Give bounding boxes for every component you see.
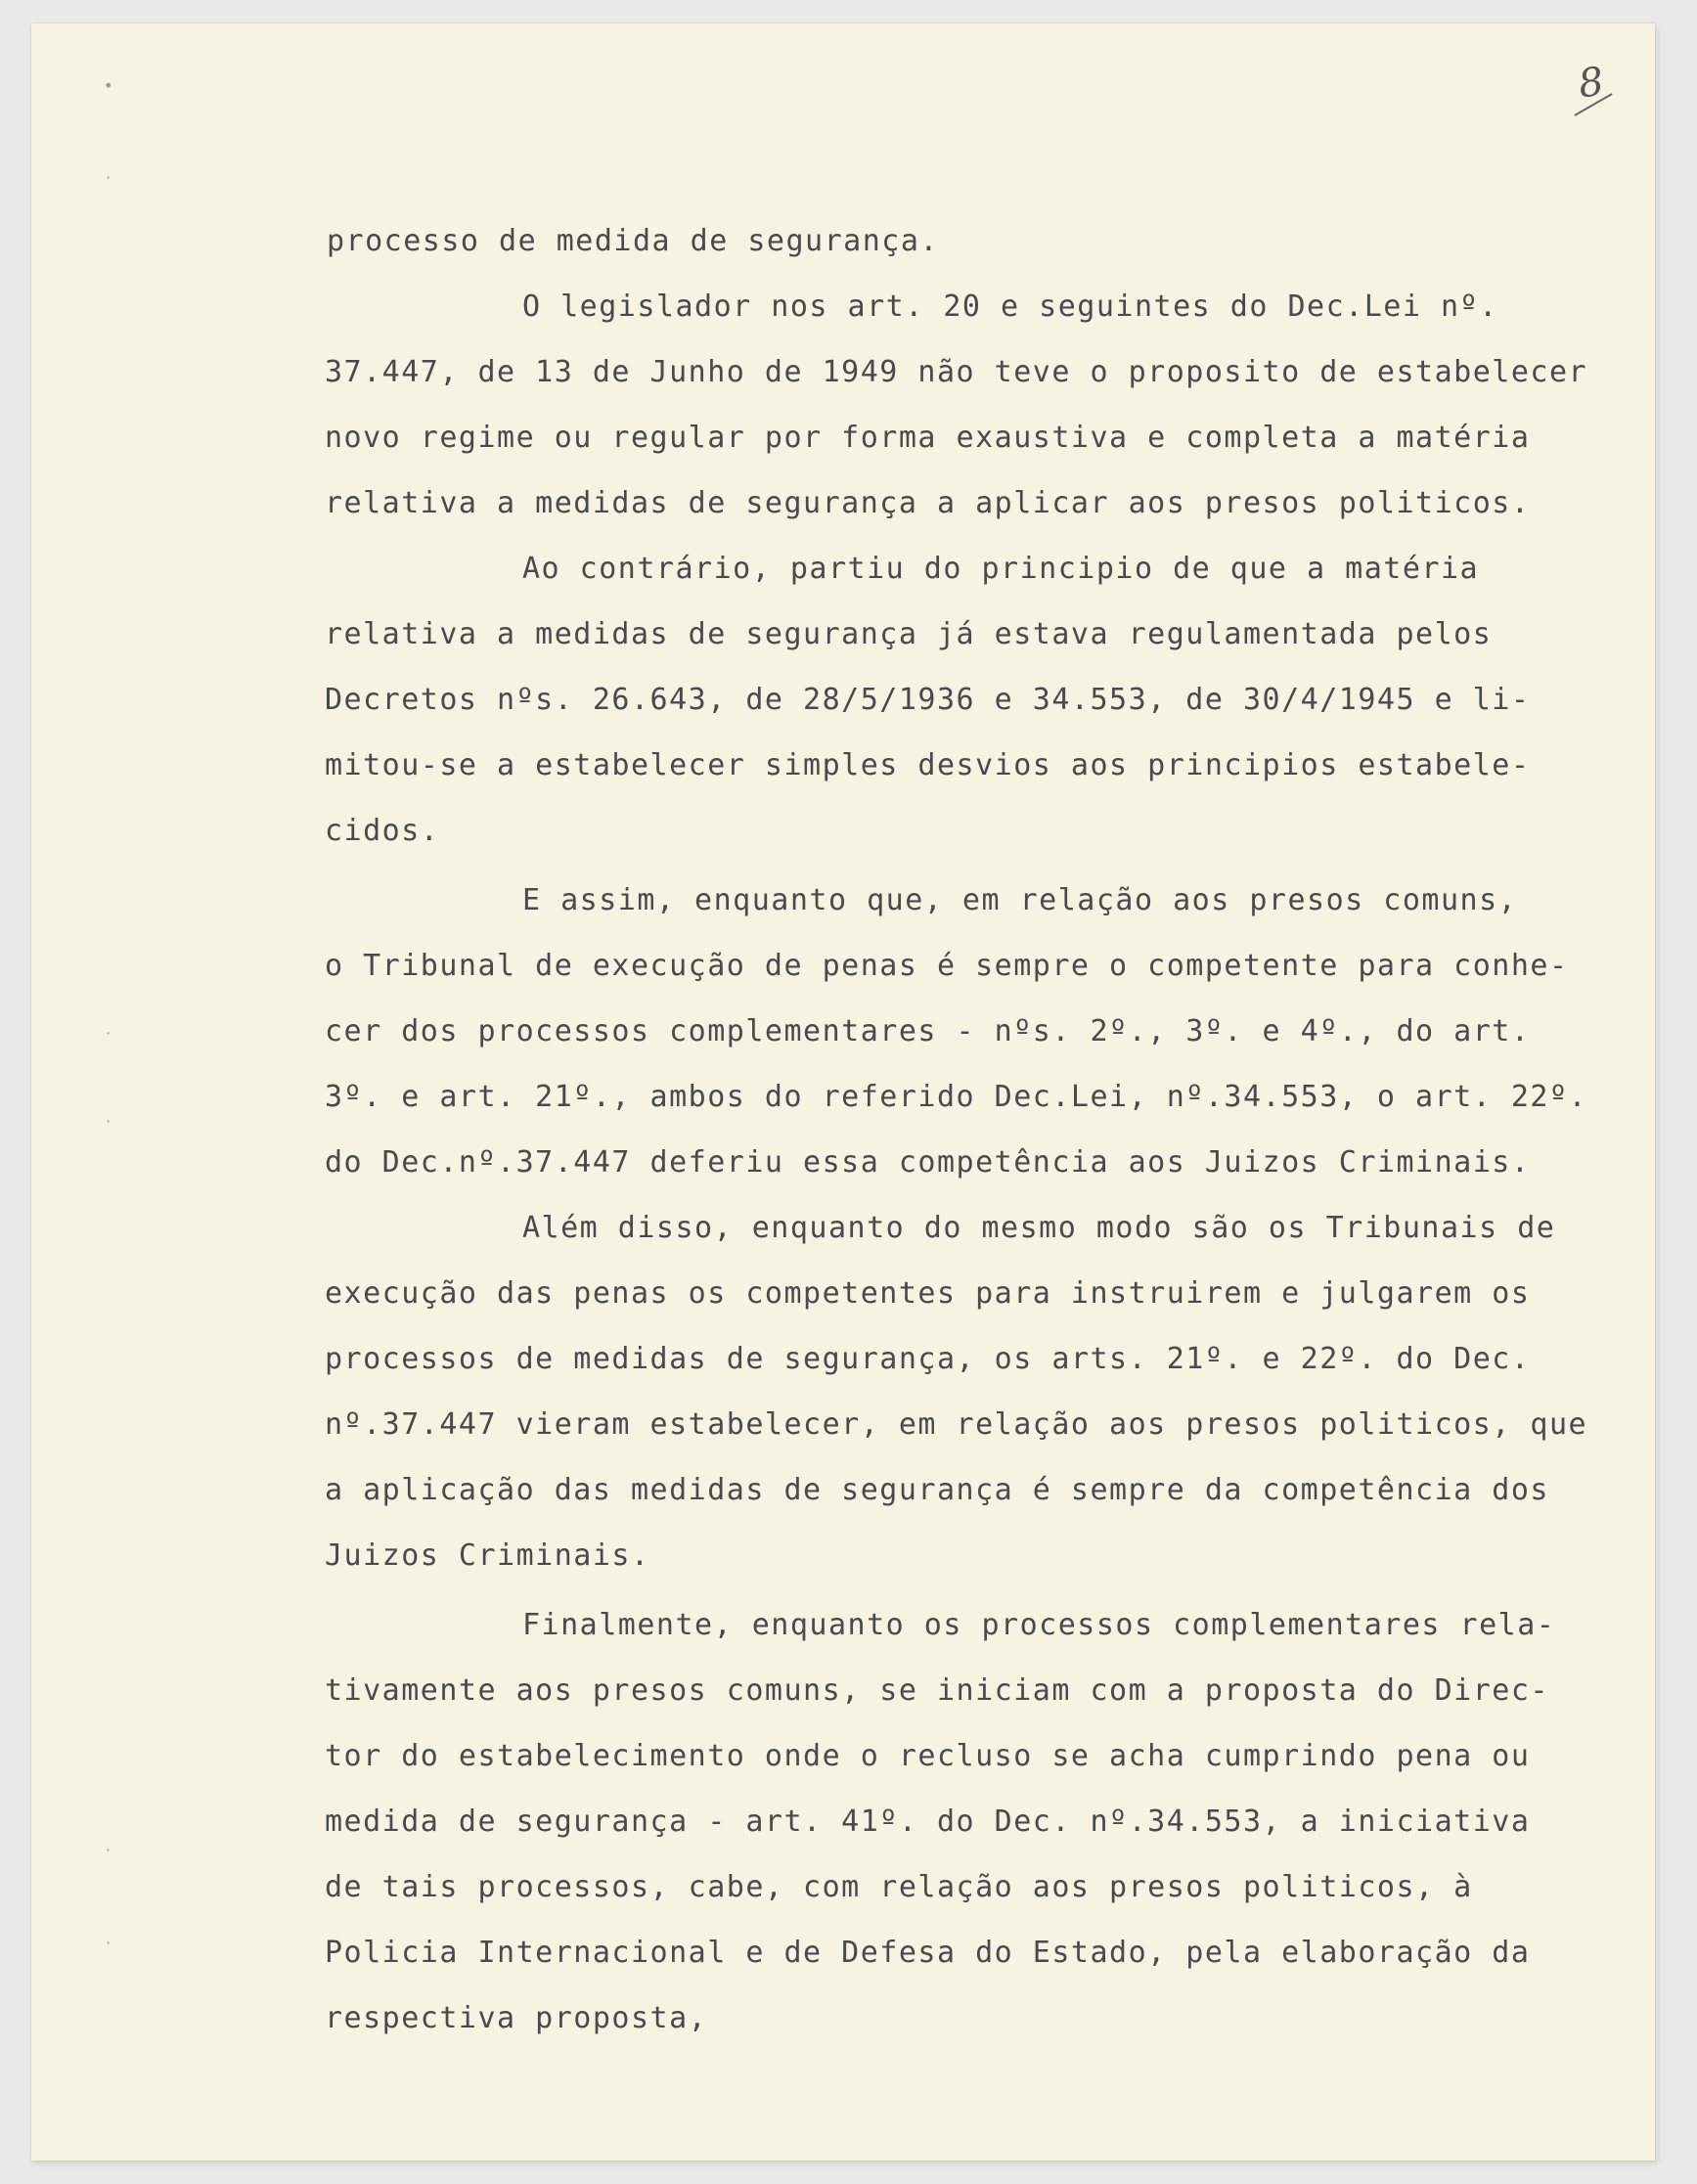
margin-dot: ·: [106, 1024, 112, 1043]
typed-text-body: [31, 23, 1588, 2035]
text-line: mitou-se a estabelecer simples desvios aos principios estabele-: [325, 748, 1531, 782]
text-line: E assim, enquanto que, em relação aos presos comuns,: [522, 883, 1518, 917]
text-line: novo regime ou regular por forma exaustiva e completa a matéria: [325, 421, 1531, 455]
text-line: Finalmente, enquanto os processos complementares rela-: [522, 1608, 1556, 1642]
text-line: do Dec.nº.37.447 deferiu essa competência aos Juizos Criminais.: [325, 1145, 1531, 1180]
paper-sheet: [31, 23, 1655, 2161]
text-line: 3º. e art. 21º., ambos do referido Dec.Lei, nº.34.553, o art. 22º.: [325, 1080, 1588, 1114]
margin-dot: ·: [106, 1841, 112, 1859]
margin-dot: ·: [106, 168, 112, 187]
text-line: nº.37.447 vieram estabelecer, em relação aos presos politicos, que: [325, 1407, 1588, 1442]
margin-dot: •: [104, 76, 113, 95]
text-line: Além disso, enquanto do mesmo modo são os Tribunais de: [522, 1211, 1556, 1245]
text-line: cidos.: [325, 814, 440, 848]
text-line: o Tribunal de execução de penas é sempre o competente para conhe-: [325, 949, 1569, 983]
text-line: processos de medidas de segurança, os arts. 21º. e 22º. do Dec.: [325, 1342, 1531, 1376]
text-line: Ao contrário, partiu do principio de que a matéria: [522, 552, 1480, 586]
text-line: Decretos nºs. 26.643, de 28/5/1936 e 34.553, de 30/4/1945 e li-: [325, 683, 1531, 717]
margin-dot: ·: [106, 1934, 112, 1952]
text-line: execução das penas os competentes para instruirem e julgarem os: [325, 1276, 1531, 1311]
text-line: cer dos processos complementares - nºs. 2º., 3º. e 4º., do art.: [325, 1014, 1531, 1048]
text-line: O legislador nos art. 20 e seguintes do Dec.Lei nº.: [522, 290, 1498, 324]
margin-dot: ·: [106, 1112, 112, 1131]
text-line: medida de segurança - art. 41º. do Dec. nº.34.553, a iniciativa: [325, 1805, 1531, 1839]
text-line: Policia Internacional e de Defesa do Estado, pela elaboração da: [325, 1936, 1531, 1970]
text-line: relativa a medidas de segurança a aplicar aos presos politicos.: [325, 486, 1531, 520]
text-line: tivamente aos presos comuns, se iniciam com a proposta do Direc-: [325, 1673, 1549, 1708]
text-line: respectiva proposta,: [325, 2001, 708, 2035]
text-line: tor do estabelecimento onde o recluso se acha cumprindo pena ou: [325, 1739, 1531, 1773]
text-line: 37.447, de 13 de Junho de 1949 não teve o proposito de estabelecer: [325, 355, 1588, 389]
text-line: relativa a medidas de segurança já estava regulamentada pelos: [325, 617, 1493, 651]
text-line: processo de medida de segurança.: [327, 224, 939, 258]
text-line: Juizos Criminais.: [325, 1538, 650, 1573]
page-number: 8: [1575, 59, 1607, 108]
text-line: a aplicação das medidas de segurança é sempre da competência dos: [325, 1473, 1549, 1507]
text-line: de tais processos, cabe, com relação aos presos politicos, à: [325, 1870, 1473, 1904]
